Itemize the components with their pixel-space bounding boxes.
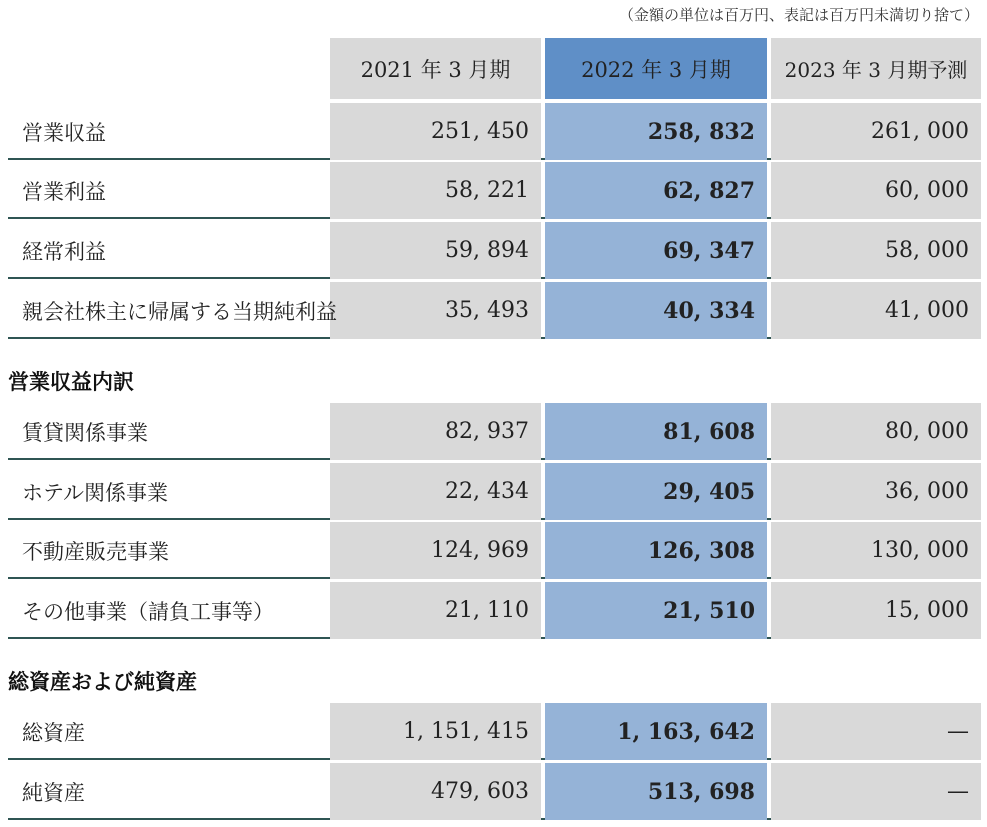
table-row xyxy=(8,222,981,279)
row-label: 営業利益 xyxy=(22,179,106,204)
cell-fy2023: 80, 000 xyxy=(771,403,981,460)
cell-fy2022: 62, 827 xyxy=(545,162,767,219)
cell-fy2022: 513, 698 xyxy=(545,763,767,820)
row-label: 賃貸関係事業 xyxy=(22,420,148,445)
cell-fy2023: 60, 000 xyxy=(771,162,981,219)
cell-fy2022: 69, 347 xyxy=(545,222,767,279)
header-fy2023-forecast: 2023 年 3 月期予測 xyxy=(771,38,981,99)
table-header xyxy=(0,38,987,99)
row-label: 純資産 xyxy=(22,780,85,805)
table-row xyxy=(8,522,981,579)
cell-fy2021: 82, 937 xyxy=(330,403,541,460)
cell-fy2023: 58, 000 xyxy=(771,222,981,279)
cell-fy2022: 40, 334 xyxy=(545,282,767,339)
cell-fy2021: 21, 110 xyxy=(330,582,541,639)
cell-fy2022: 29, 405 xyxy=(545,463,767,520)
row-label: 経常利益 xyxy=(22,239,106,264)
row-label: 営業収益 xyxy=(22,120,106,145)
header-fy2022: 2022 年 3 月期 xyxy=(545,38,767,99)
cell-fy2022: 126, 308 xyxy=(545,522,767,579)
cell-fy2021: 35, 493 xyxy=(330,282,541,339)
row-label: 不動産販売事業 xyxy=(22,539,169,564)
row-label: 総資産 xyxy=(22,720,85,745)
unit-note: （金額の単位は百万円、表記は百万円未満切り捨て） xyxy=(618,6,979,24)
row-label: ホテル関係事業 xyxy=(22,480,168,505)
cell-fy2021: 58, 221 xyxy=(330,162,541,219)
section-title-revenue-breakdown: 営業収益内訳 xyxy=(8,370,134,394)
section-title-assets: 総資産および純資産 xyxy=(8,670,197,694)
table-row xyxy=(8,282,981,339)
row-label: その他事業（請負工事等） xyxy=(22,599,274,624)
table-row xyxy=(8,103,981,160)
row-label: 親会社株主に帰属する当期純利益 xyxy=(22,299,337,324)
cell-fy2022: 81, 608 xyxy=(545,403,767,460)
cell-fy2023: 261, 000 xyxy=(771,103,981,160)
table-row xyxy=(8,162,981,219)
table-row xyxy=(8,703,981,760)
cell-fy2023: 15, 000 xyxy=(771,582,981,639)
cell-fy2023: 36, 000 xyxy=(771,463,981,520)
cell-fy2021: 22, 434 xyxy=(330,463,541,520)
table-row xyxy=(8,463,981,520)
cell-fy2022: 21, 510 xyxy=(545,582,767,639)
cell-fy2023: 41, 000 xyxy=(771,282,981,339)
cell-fy2023: — xyxy=(771,763,981,820)
cell-fy2021: 124, 969 xyxy=(330,522,541,579)
table-row xyxy=(8,582,981,639)
cell-fy2021: 1, 151, 415 xyxy=(330,703,541,760)
table-row xyxy=(8,403,981,460)
header-fy2021: 2021 年 3 月期 xyxy=(330,38,541,99)
cell-fy2021: 251, 450 xyxy=(330,103,541,160)
cell-fy2023: 130, 000 xyxy=(771,522,981,579)
cell-fy2022: 258, 832 xyxy=(545,103,767,160)
cell-fy2022: 1, 163, 642 xyxy=(545,703,767,760)
cell-fy2021: 59, 894 xyxy=(330,222,541,279)
cell-fy2021: 479, 603 xyxy=(330,763,541,820)
cell-fy2023: — xyxy=(771,703,981,760)
table-row xyxy=(8,763,981,820)
